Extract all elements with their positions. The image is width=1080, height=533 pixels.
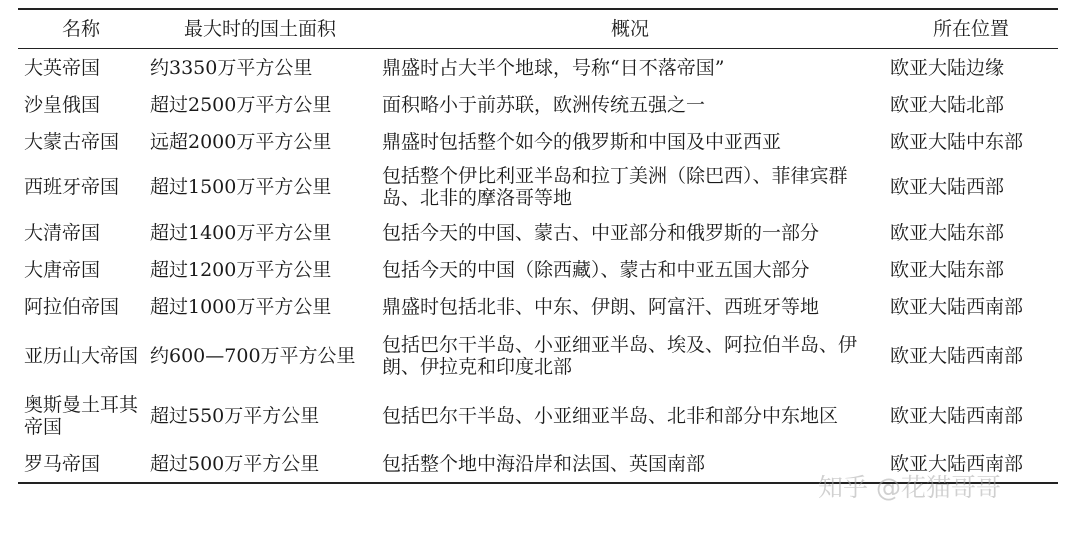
cell-area: 约3350万平方公里	[150, 56, 313, 79]
table-row	[18, 325, 1058, 387]
cell-location: 欧亚大陆西南部	[890, 452, 1024, 475]
cell-location: 欧亚大陆东部	[890, 221, 1005, 244]
cell-name: 沙皇俄国	[24, 93, 101, 116]
cell-overview: 鼎盛时包括北非、中东、伊朗、阿富汗、西班牙等地	[382, 295, 820, 318]
cell-overview: 包括整个地中海沿岸和法国、英国南部	[382, 452, 706, 475]
cell-location: 欧亚大陆边缘	[890, 56, 1005, 79]
cell-overview: 包括整个伊比利亚半岛和拉丁美洲（除巴西）、菲律宾群岛、北非的摩洛哥等地	[382, 165, 848, 209]
header-location: 所在位置	[932, 18, 1009, 40]
table-row	[18, 123, 1058, 160]
cell-overview: 包括巴尔干半岛、小亚细亚半岛、埃及、阿拉伯半岛、伊朗、伊拉克和印度北部	[382, 334, 858, 378]
cell-overview: 包括巴尔干半岛、小亚细亚半岛、北非和部分中东地区	[382, 405, 839, 427]
header-name: 名称	[61, 18, 100, 40]
cell-area: 超过500万平方公里	[150, 452, 320, 475]
cell-area: 超过1000万平方公里	[150, 295, 332, 318]
header-overview: 概况	[610, 18, 649, 40]
cell-name: 大清帝国	[24, 221, 101, 244]
table-row	[18, 288, 1058, 325]
cell-area: 超过2500万平方公里	[150, 93, 332, 116]
cell-location: 欧亚大陆西南部	[890, 405, 1024, 427]
table-row	[18, 251, 1058, 288]
cell-area: 超过550万平方公里	[150, 405, 320, 427]
cell-name: 罗马帝国	[24, 452, 101, 475]
cell-location: 欧亚大陆中东部	[890, 130, 1024, 153]
cell-location: 欧亚大陆西南部	[890, 295, 1024, 318]
cell-name: 奥斯曼土耳其帝国	[24, 394, 139, 438]
cell-location: 欧亚大陆西南部	[890, 345, 1024, 367]
table-body	[18, 49, 1058, 484]
cell-name: 大蒙古帝国	[24, 130, 120, 153]
table-header	[18, 9, 1058, 49]
cell-name: 大唐帝国	[24, 258, 101, 281]
cell-name: 西班牙帝国	[24, 176, 120, 198]
table-row	[18, 86, 1058, 123]
cell-location: 欧亚大陆西部	[890, 176, 1005, 198]
cell-area: 远超2000万平方公里	[150, 130, 332, 153]
cell-overview: 包括今天的中国（除西藏）、蒙古和中亚五国大部分	[382, 258, 810, 281]
cell-name: 亚历山大帝国	[24, 345, 139, 367]
header-row	[18, 9, 1058, 49]
cell-location: 欧亚大陆东部	[890, 258, 1005, 281]
header-area: 最大时的国土面积	[183, 18, 336, 40]
table-row	[18, 49, 1058, 87]
table-row	[18, 387, 1058, 445]
cell-overview: 面积略小于前苏联，欧洲传统五强之一	[382, 93, 706, 116]
empire-table-container	[18, 8, 1058, 484]
cell-overview: 鼎盛时占大半个地球，号称“日不落帝国”	[382, 56, 725, 79]
watermark: 知乎 @花猫哥哥	[818, 473, 1001, 502]
cell-overview: 包括今天的中国、蒙古、中亚部分和俄罗斯的一部分	[382, 221, 820, 244]
empire-table	[18, 8, 1058, 484]
cell-area: 约600—700万平方公里	[150, 345, 356, 367]
cell-name: 阿拉伯帝国	[24, 295, 120, 318]
cell-area: 超过1200万平方公里	[150, 258, 332, 281]
table-row	[18, 160, 1058, 214]
cell-area: 超过1400万平方公里	[150, 221, 332, 244]
cell-location: 欧亚大陆北部	[890, 93, 1005, 116]
cell-area: 超过1500万平方公里	[150, 176, 332, 198]
cell-overview: 鼎盛时包括整个如今的俄罗斯和中国及中亚西亚	[382, 130, 782, 153]
table-row	[18, 214, 1058, 251]
cell-name: 大英帝国	[24, 56, 101, 79]
